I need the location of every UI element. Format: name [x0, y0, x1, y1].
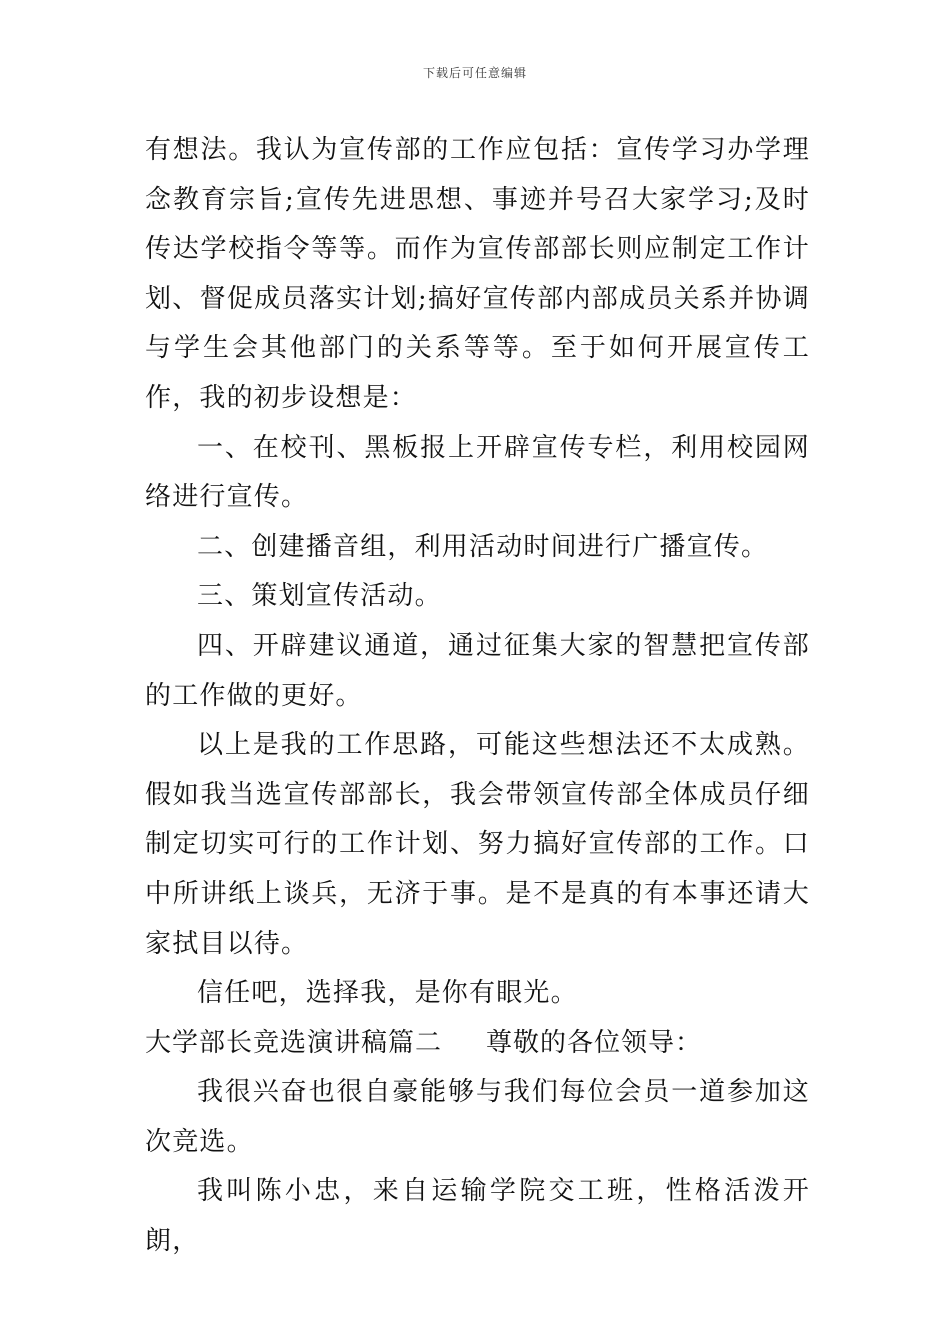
section-heading-line	[145, 1019, 810, 1069]
list-item-3: 三、策划宣传活动。	[197, 581, 442, 612]
section-title: 大学部长竞选演讲稿篇二	[145, 1027, 443, 1058]
salutation: 尊敬的各位领导：	[486, 1027, 703, 1058]
list-item-4: 四、开辟建议通道，通过征集大家的智慧把宣传部的工作做的更好。	[145, 630, 810, 711]
paragraph-work-plan: 以上是我的工作思路，可能这些想法还不太成熟。假如我当选宣传部部长，我会带领宣传部全体成员仔细制定切实可行的工作计划、努力搞好宣传部的工作。口中所讲纸上谈兵，无济于事。是不是真的有本事还请大家拭目以待。	[145, 730, 810, 959]
list-item-2: 二、创建播音组，利用活动时间进行广播宣传。	[197, 531, 769, 562]
document-body	[145, 126, 810, 1267]
paragraph-continuation: 有想法。我认为宣传部的工作应包括：宣传学习办学理念教育宗旨;宣传先进思想、事迹并号召大家学习;及时传达学校指令等等。而作为宣传部部长则应制定工作计划、督促成员落实计划;搞好宣传部内部成员关系并协调与学生会其他部门的关系等等。至于如何开展宣传工作，我的初步设想是：	[145, 135, 810, 413]
paragraph-closing: 信任吧，选择我，是你有眼光。	[197, 978, 578, 1009]
paragraph-introduction: 我叫陈小忠，来自运输学院交工班，性格活泼开朗，	[145, 1176, 810, 1257]
list-item-1: 一、在校刊、黑板报上开辟宣传专栏，利用校园网络进行宣传。	[145, 432, 810, 513]
page-header-note: 下载后可任意编辑	[422, 66, 527, 80]
paragraph-excitement: 我很兴奋也很自豪能够与我们每位会员一道参加这次竞选。	[145, 1077, 810, 1157]
